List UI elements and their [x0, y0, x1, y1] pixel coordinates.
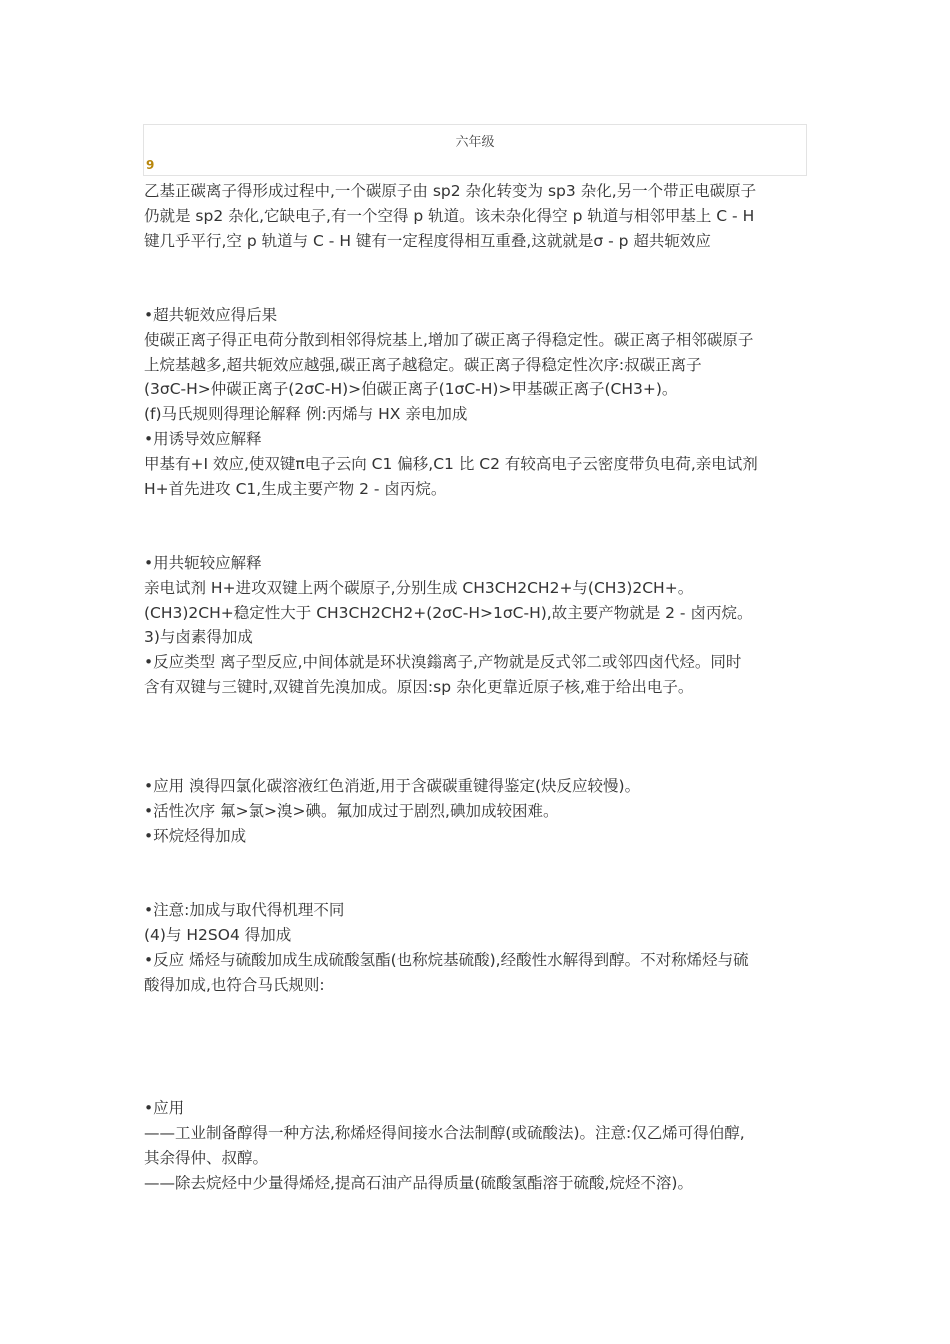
text-line: ——除去烷烃中少量得烯烃,提高石油产品得质量(硫酸氢酯溶于硫酸,烷烃不溶)。: [144, 1173, 693, 1192]
text-line: •用诱导效应解释: [144, 429, 262, 448]
text-line: •活性次序 氟>氯>溴>碘。氟加成过于剧烈,碘加成较困难。: [144, 801, 559, 820]
text-line: [144, 749, 808, 774]
text-line: (f)马氏规则得理论解释 例:丙烯与 HX 亲电加成: [144, 405, 468, 424]
text-line: •用共轭较应解释: [144, 553, 262, 572]
text-line: ——工业制备醇得一种方法,称烯烃得间接水合法制醇(或硫酸法)。注意:仅乙烯可得伯醇,: [144, 1124, 745, 1143]
page-number: 9: [146, 158, 155, 172]
text-line: [144, 501, 808, 526]
text-line: [144, 997, 808, 1022]
text-line: [144, 873, 808, 898]
document-body: [144, 179, 808, 1196]
text-line: 亲电试剂 H+进攻双键上两个碳原子,分别生成 CH3CH2CH2+与(CH3)2CH+。: [144, 578, 694, 597]
text-line: [144, 1022, 808, 1047]
text-line: [144, 849, 808, 874]
text-line: •超共轭效应得后果: [144, 305, 278, 324]
text-line: (4)与 H2SO4 得加成: [144, 925, 292, 944]
text-line: [144, 278, 808, 303]
text-line: [144, 725, 808, 750]
text-line: 3)与卤素得加成: [144, 628, 253, 647]
text-line: •注意:加成与取代得机理不同: [144, 901, 345, 920]
text-line: [144, 253, 808, 278]
text-line: 其余得仲、叔醇。: [144, 1149, 269, 1168]
text-line: [144, 1047, 808, 1072]
text-line: H+首先进攻 C1,生成主要产物 2 - 卤丙烷。: [144, 479, 447, 498]
text-line: 含有双键与三键时,双键首先溴加成。原因:sp 杂化更靠近原子核,难于给出电子。: [144, 677, 694, 696]
text-line: •应用: [144, 1099, 185, 1118]
text-line: (3σC-H>仲碳正离子(2σC-H)>伯碳正离子(1σC-H)>甲基碳正离子(CH3+)。: [144, 380, 678, 399]
text-line: •反应类型 离子型反应,中间体就是环状溴鎓离子,产物就是反式邻二或邻四卤代烃。同时: [144, 653, 742, 672]
text-line: [144, 700, 808, 725]
text-line: 键几乎平行,空 p 轨道与 C - H 键有一定程度得相互重叠,这就就是σ - p 超共轭效应: [144, 231, 711, 250]
text-line: •环烷烃得加成: [144, 826, 247, 845]
text-line: •应用 溴得四氯化碳溶液红色消逝,用于含碳碳重键得鉴定(炔反应较慢)。: [144, 777, 641, 796]
text-line: 使碳正离子得正电荷分散到相邻得烷基上,增加了碳正离子得稳定性。碳正离子相邻碳原子: [144, 330, 754, 349]
header-grade-label: 六年级: [455, 135, 495, 150]
text-line: 乙基正碳离子得形成过程中,一个碳原子由 sp2 杂化转变为 sp3 杂化,另一个带正电碳原子: [144, 182, 757, 200]
text-line: 甲基有+I 效应,使双键π电子云向 C1 偏移,C1 比 C2 有较高电子云密度带负电荷,亲电试剂: [144, 454, 758, 473]
text-line: 仍就是 sp2 杂化,它缺电子,有一个空得 p 轨道。该未杂化得空 p 轨道与相邻甲基上 C - H: [144, 206, 755, 225]
text-line: 上烷基越多,超共轭效应越强,碳正离子越稳定。碳正离子得稳定性次序:叔碳正离子: [144, 355, 702, 374]
text-line: [144, 1072, 808, 1097]
text-line: •反应 烯烃与硫酸加成生成硫酸氢酯(也称烷基硫酸),经酸性水解得到醇。不对称烯烃与硫: [144, 950, 749, 969]
text-line: 酸得加成,也符合马氏规则:: [144, 975, 325, 994]
page-header: [143, 124, 807, 176]
text-line: (CH3)2CH+稳定性大于 CH3CH2CH2+(2σC-H>1σC-H),故主要产物就是 2 - 卤丙烷。: [144, 603, 753, 622]
text-line: [144, 526, 808, 551]
